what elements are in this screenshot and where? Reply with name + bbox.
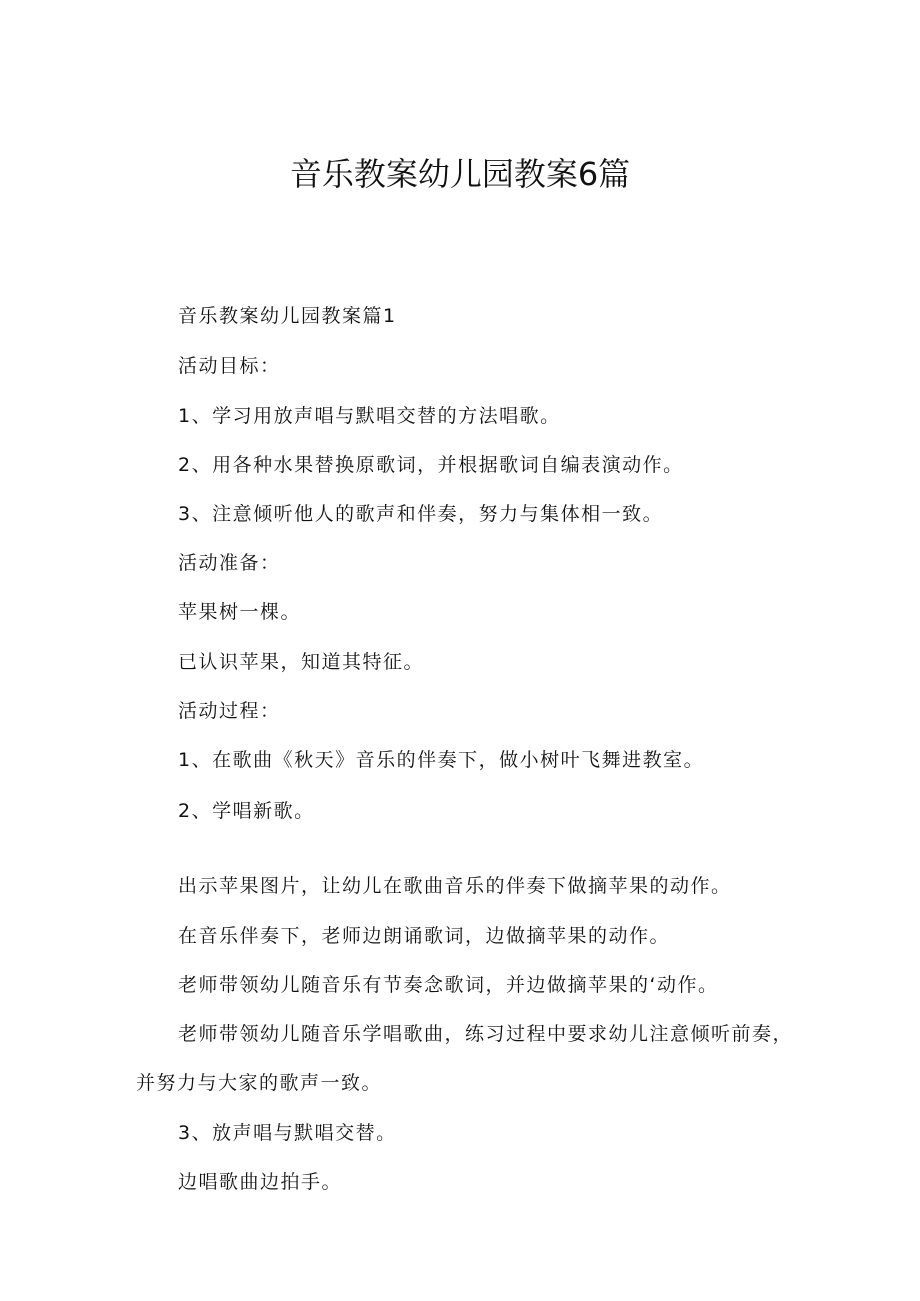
body-paragraph: 老师带领幼儿随音乐学唱歌曲，练习过程中要求幼儿注意倾听前奏， <box>178 1023 794 1045</box>
activity-goals-heading: 活动目标： <box>178 355 281 377</box>
goal-item-2: 2、用各种水果替换原歌词，并根据歌词自编表演动作。 <box>178 454 684 476</box>
prep-item-1: 苹果树一棵。 <box>178 601 302 623</box>
body-paragraph: 在音乐伴奏下，老师边朗诵歌词，边做摘苹果的动作。 <box>178 925 671 947</box>
process-step-2: 2、学唱新歌。 <box>178 800 315 822</box>
document-title: 音乐教案幼儿园教案6篇 <box>289 155 631 193</box>
body-paragraph: 出示苹果图片，让幼儿在歌曲音乐的伴奏下做摘苹果的动作。 <box>178 875 732 897</box>
body-paragraph: 边唱歌曲边拍手。 <box>178 1171 343 1193</box>
goal-item-1: 1、学习用放声唱与默唱交替的方法唱歌。 <box>178 405 561 427</box>
activity-prep-heading: 活动准备： <box>178 552 281 574</box>
section-heading: 音乐教案幼儿园教案篇1 <box>178 305 397 327</box>
activity-process-heading: 活动过程： <box>178 700 281 722</box>
body-paragraph: 老师带领幼儿随音乐有节奏念歌词，并边做摘苹果的‘动作。 <box>178 974 719 996</box>
goal-item-3: 3、注意倾听他人的歌声和伴奏，努力与集体相一致。 <box>178 503 664 525</box>
process-step-1: 1、在歌曲《秋天》音乐的伴奏下，做小树叶飞舞进教室。 <box>178 749 705 771</box>
body-paragraph-continuation: 并努力与大家的歌声一致。 <box>136 1072 383 1094</box>
prep-item-2: 已认识苹果，知道其特征。 <box>178 651 425 673</box>
process-step-3: 3、放声唱与默唱交替。 <box>178 1122 397 1144</box>
